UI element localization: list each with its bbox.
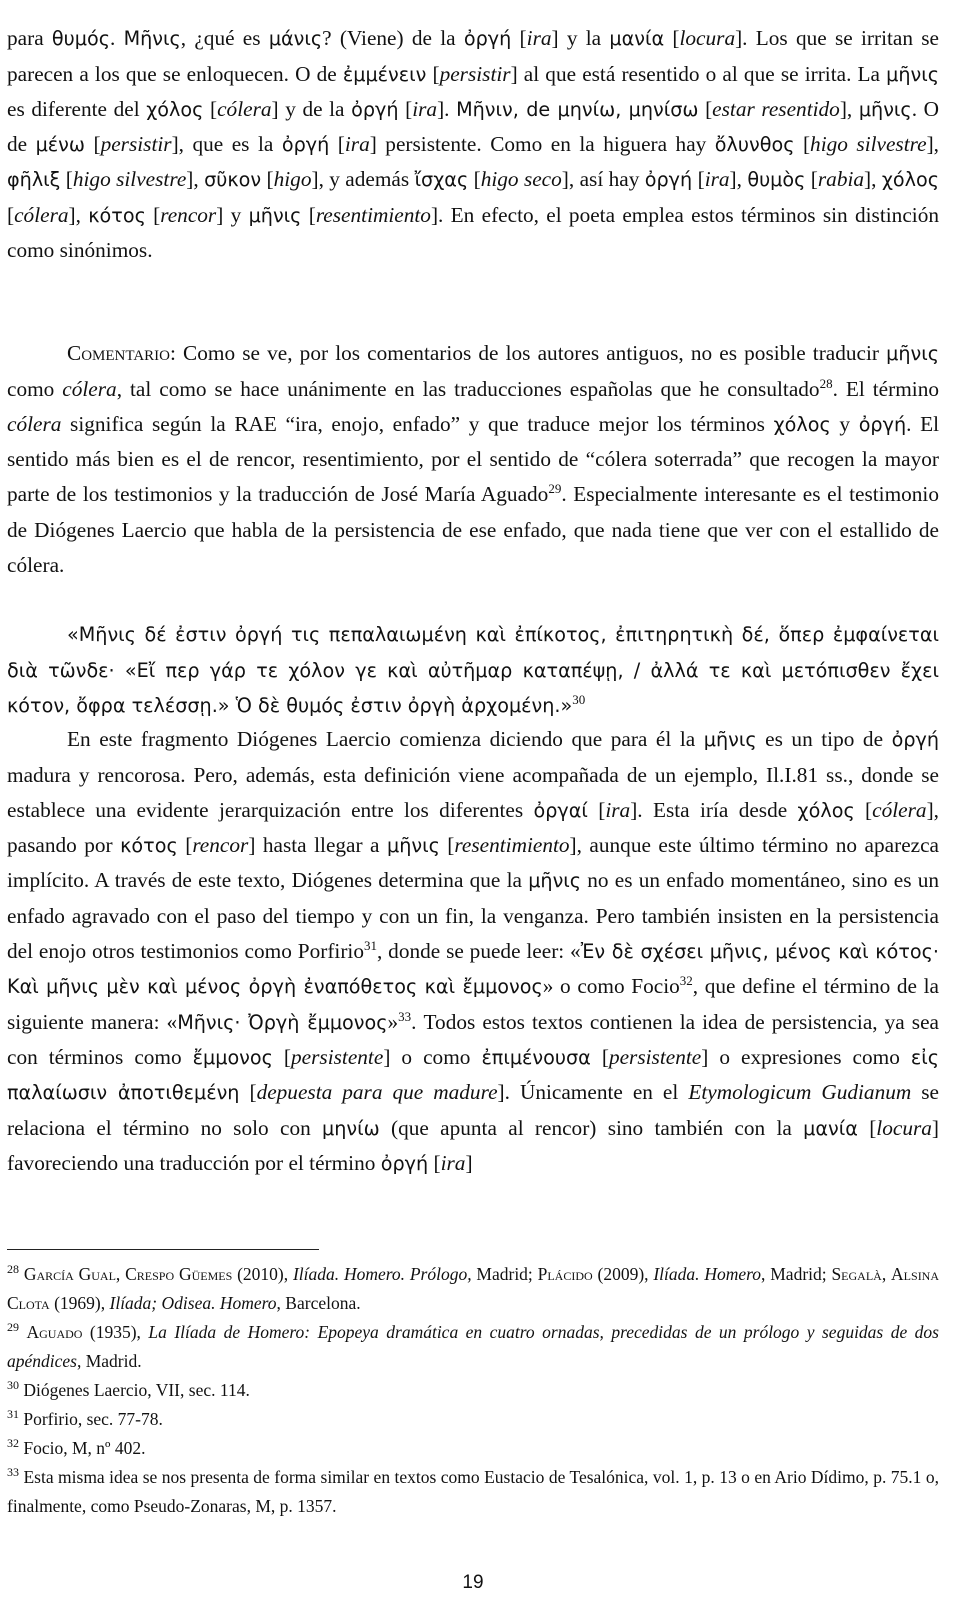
italic-term: ira — [412, 96, 438, 121]
author-name: Alsina Clota — [7, 1264, 940, 1313]
italic-term: La Ilíada de Homero: Epopeya dramática en cuatro ornadas, precedidas de un prólogo y seguidas de dos apéndices — [7, 1322, 939, 1371]
greek-term: σῦκον — [204, 168, 262, 192]
footnote-ref: 33 — [398, 1008, 412, 1024]
greek-term: ὀργή — [380, 1151, 429, 1175]
greek-term: χόλος — [146, 97, 204, 121]
greek-term: ὀργή — [351, 97, 399, 121]
comentario-paragraph: Comentario: Como se ve, por los comentarios de los autores antiguos, no es posible traducir μῆνις como cólera, tal como se hace unánimente en las traducciones españolas que he consultado$^{28}$. El término cólera significa según la RAE “ira, enojo, enfado” y que traduce mejor los términos χόλος y ὀργή. El sentido más bien es el de rencor, resentimiento, por el sentido de “cólera soterrada” que recogen la mayor parte de los testimonios y la traducción de José María Aguado$^{29}$. Especialmente interesante es el testimonio de Diógenes Laercio que habla de la persistencia de ese enfado, que nada tiene que ver con el estallido de cólera. — [7, 341, 940, 578]
italic-term: higo silvestre — [810, 132, 927, 157]
italic-term: estar resentido — [712, 96, 840, 121]
footnote-ref: 29 — [548, 481, 562, 497]
author-name: Segalà — [831, 1264, 882, 1284]
greek-term: Μῆνιν, de μηνίω, μηνίσω — [456, 97, 699, 121]
greek-term: ἴσχας — [414, 168, 469, 192]
greek-term: μῆνις — [886, 62, 939, 86]
greek-term: κότος — [120, 834, 178, 858]
greek-quote-paragraph — [7, 617, 939, 723]
greek-term: μῆνις — [703, 728, 757, 752]
italic-term: Ilíada. Homero — [653, 1264, 762, 1284]
italic-term: higo silvestre — [72, 167, 187, 192]
italic-term: ira — [605, 797, 631, 822]
italic-term: higo — [273, 167, 312, 192]
greek-term: θυμὸς — [747, 168, 806, 192]
greek-term: μανία — [803, 1116, 858, 1140]
italic-term: cólera — [62, 376, 117, 401]
italic-term: cólera — [872, 797, 927, 822]
author-name: García Gual — [23, 1264, 116, 1284]
greek-term: ὀργή — [463, 27, 512, 51]
footnote-ref: 28 — [7, 1262, 19, 1277]
italic-term: persistir — [439, 61, 511, 86]
italic-term: locura — [876, 1115, 932, 1140]
greek-term: μῆνις — [248, 203, 302, 227]
footnote-ref: 29 — [7, 1320, 19, 1335]
greek-term: φῆλιξ — [7, 168, 61, 192]
greek-term: χόλος — [797, 798, 855, 822]
author-name: Plácido — [537, 1264, 593, 1284]
footnote-ref: 31 — [7, 1407, 19, 1422]
greek-term: χόλος — [773, 412, 831, 436]
italic-term: ira — [440, 1150, 466, 1175]
footnote-32: $^{32}$ Focio, M, nº 402. — [7, 1436, 146, 1458]
greek-term: μένω — [35, 133, 85, 157]
greek-term: μηνίω — [322, 1116, 380, 1140]
italic-term: Ilíada; Odisea. Homero — [109, 1293, 277, 1313]
greek-term: Μῆνις — [123, 27, 181, 51]
analysis-paragraph: En este fragmento Diógenes Laercio comienza diciendo que para él la μῆνις es un tipo de ὀργή madura y rencorosa. Pero, además, esta definición viene acompañada de un ejemplo, Il.I.81 ss., donde se establece una evidente jerarquización entre los diferentes ὀργαί [ira]. Esta iría desde χόλος [cólera], pasando por κότος [rencor] hasta llegar a μῆνις [resentimiento], aunque este último término no aparezca implícito. A través de este texto, Diógenes determina que la μῆνις no es un enfado momentáneo, sino es un enfado agravado con el paso del tiempo y con un fin, la venganza. Pero también insisten en la persistencia del enojo otros testimonios como Porfirio$^{31}$, donde se puede leer: «Ἐν δὲ σχέσει μῆνις, μένος καὶ κότος· Καὶ μῆνις μὲν καὶ μένος ὀργὴ ἐναπόθετος καὶ ἔμμονος» o como Focio$^{32}$, que define el término de la siguiente manera: «Μῆνις· Ὀργὴ ἔμμονος»$^{33}$. Todos estos textos contienen la idea de persistencia, ya sea con términos como ἔμμονος [persistente] o como ἐπιμένουσα [persistente] o expresiones como εἰς παλαίωσιν ἀποτιθεμένη [depuesta para que madure]. Únicamente en el Etymologicum Gudianum se relaciona el término no solo con μηνίω (que apunta al rencor) sino también con la μανία [locura] favoreciendo una traducción por el término ὀργή [ira] — [7, 727, 940, 1175]
italic-term: resentimiento — [315, 202, 431, 227]
italic-term: resentimiento — [454, 833, 570, 858]
greek-term: Μῆνις· Ὀργὴ ἔμμονος — [177, 1010, 388, 1034]
footnote-ref: 30 — [7, 1378, 19, 1393]
italic-term: rencor — [160, 202, 217, 227]
greek-term: ὄλυνθος — [714, 133, 795, 157]
greek-term: ὀργή — [644, 168, 693, 192]
greek-term: ἐμμένειν — [342, 62, 427, 86]
greek-term: μῆνις — [886, 342, 939, 366]
italic-term: ira — [526, 26, 552, 51]
italic-term: rabia — [817, 167, 865, 192]
greek-term: κότος — [88, 203, 146, 227]
greek-term: «Μῆνις δέ ἐστιν ὀργή τις πεπαλαιωμένη καὶ ἐπίκοτος, ἐπιτηρητικὴ δέ, ὅπερ ἐμφαίνεται διὰ τῶνδε· «Εἴ περ γάρ τε χόλον γε καὶ αὐτῆμαρ καταπέψῃ, / ἀλλά τε καὶ μετόπισθεν ἔχει κότον, ὄφρα τελέσσῃ.» Ὁ δὲ θυμός ἐστιν ὀργὴ ἀρχομένη.» — [7, 623, 939, 717]
greek-term: μανία — [609, 27, 665, 51]
italic-term: Etymologicum Gudianum — [688, 1080, 912, 1105]
footnote-separator — [7, 1249, 319, 1250]
italic-term: cólera — [14, 202, 69, 227]
author-name: Aguado — [26, 1322, 83, 1342]
author-name: Crespo Güemes — [125, 1264, 233, 1284]
italic-term: ira — [704, 167, 730, 192]
greek-term: εἰς παλαίωσιν ἀποτιθεμένη — [7, 1045, 940, 1105]
greek-term: ἐπιμένουσα — [481, 1045, 591, 1069]
footnote-ref: 31 — [363, 937, 377, 953]
italic-term: cólera — [217, 96, 272, 121]
document-page — [7, 0, 939, 1611]
greek-term: ὀργή — [858, 412, 907, 436]
footnote-29: $^{29}$ Aguado (1935), La Ilíada de Homero: Epopeya dramática en cuatro ornadas, precedidas de un prólogo y seguidas de dos apéndices, Madrid. — [7, 1320, 939, 1371]
greek-term: μῆνις — [386, 834, 440, 858]
italic-term: ira — [344, 132, 370, 157]
footnotes — [7, 1260, 939, 1521]
greek-term: χόλος — [881, 168, 940, 192]
footnote-ref: 28 — [819, 375, 833, 391]
footnote-28: $^{28}$ García Gual, Crespo Güemes (2010), Ilíada. Homero. Prólogo, Madrid; Plácido (2009), Ilíada. Homero, Madrid; Segalà, Alsina Clota (1969), Ilíada; Odisea. Homero, Barcelona. — [7, 1262, 940, 1313]
footnote-31: $^{31}$ Porfirio, sec. 77-78. — [7, 1407, 163, 1429]
greek-term: ἔμμονος — [192, 1045, 273, 1069]
author-name: Comentario — [67, 341, 170, 366]
greek-term: μῆνις — [858, 97, 912, 121]
italic-term: rencor — [192, 833, 249, 858]
italic-term: locura — [679, 26, 736, 51]
italic-term: depuesta para que madure — [256, 1080, 498, 1105]
greek-term: ὀργαί — [533, 798, 588, 822]
greek-term: ὀργή — [281, 133, 330, 157]
italic-term: higo seco — [480, 167, 562, 192]
greek-term: Ἐν δὲ σχέσει μῆνις, μένος καὶ κότος· Καὶ μῆνις μὲν καὶ μένος ὀργὴ ἐναπόθετος καὶ ἔμμονος — [7, 940, 940, 999]
italic-term: persistir — [100, 132, 172, 157]
footnote-33: $^{33}$ Esta misma idea se nos presenta de forma similar en textos como Eustacio de Tesalónica, vol. 1, p. 13 o en Ario Dídimo, p. 75.1 o, finalmente, como Pseudo-Zonaras, M, p. 1357. — [7, 1465, 939, 1516]
greek-term: μῆνις — [528, 869, 582, 893]
intro-paragraph: para θυμός. Μῆνις, ¿qué es μάνις? (Viene) de la ὀργή [ira] y la μανία [locura]. Los que se irritan se parecen a los que se enloquecen. O de ἐμμένειν [persistir] al que está resentido o al que se irrita. La μῆνις es diferente del χόλος [cólera] y de la ὀργή [ira]. Μῆνιν, de μηνίω, μηνίσω [estar resentido], μῆνις. O de μένω [persistir], que es la ὀργή [ira] persistente. Como en la higuera hay ὄλυνθος [higo silvestre], φῆλιξ [higo silvestre], σῦκον [higo], y además ἴσχας [higo seco], así hay ὀργή [ira], θυμὸς [rabia], χόλος [cólera], κότος [rencor] y μῆνις [resentimiento]. En efecto, el poeta emplea estos términos sin distinción como sinónimos. — [7, 26, 940, 263]
greek-term: μάνις — [268, 27, 323, 51]
page-number: 19 — [462, 1572, 484, 1593]
footnote-ref: 32 — [679, 973, 693, 989]
italic-term: persistente — [291, 1044, 384, 1069]
italic-term: persistente — [608, 1044, 702, 1069]
greek-term: ὀργή — [891, 728, 940, 752]
footnote-ref: 30 — [572, 691, 586, 707]
footnote-ref: 33 — [7, 1465, 19, 1480]
italic-term: Ilíada. Homero. Prólogo, — [292, 1264, 472, 1284]
italic-term: cólera — [7, 411, 62, 436]
footnote-ref: 32 — [7, 1436, 19, 1451]
greek-term: θυμός — [51, 27, 110, 51]
footnote-30: $^{30}$ Diógenes Laercio, VII, sec. 114. — [7, 1378, 250, 1400]
